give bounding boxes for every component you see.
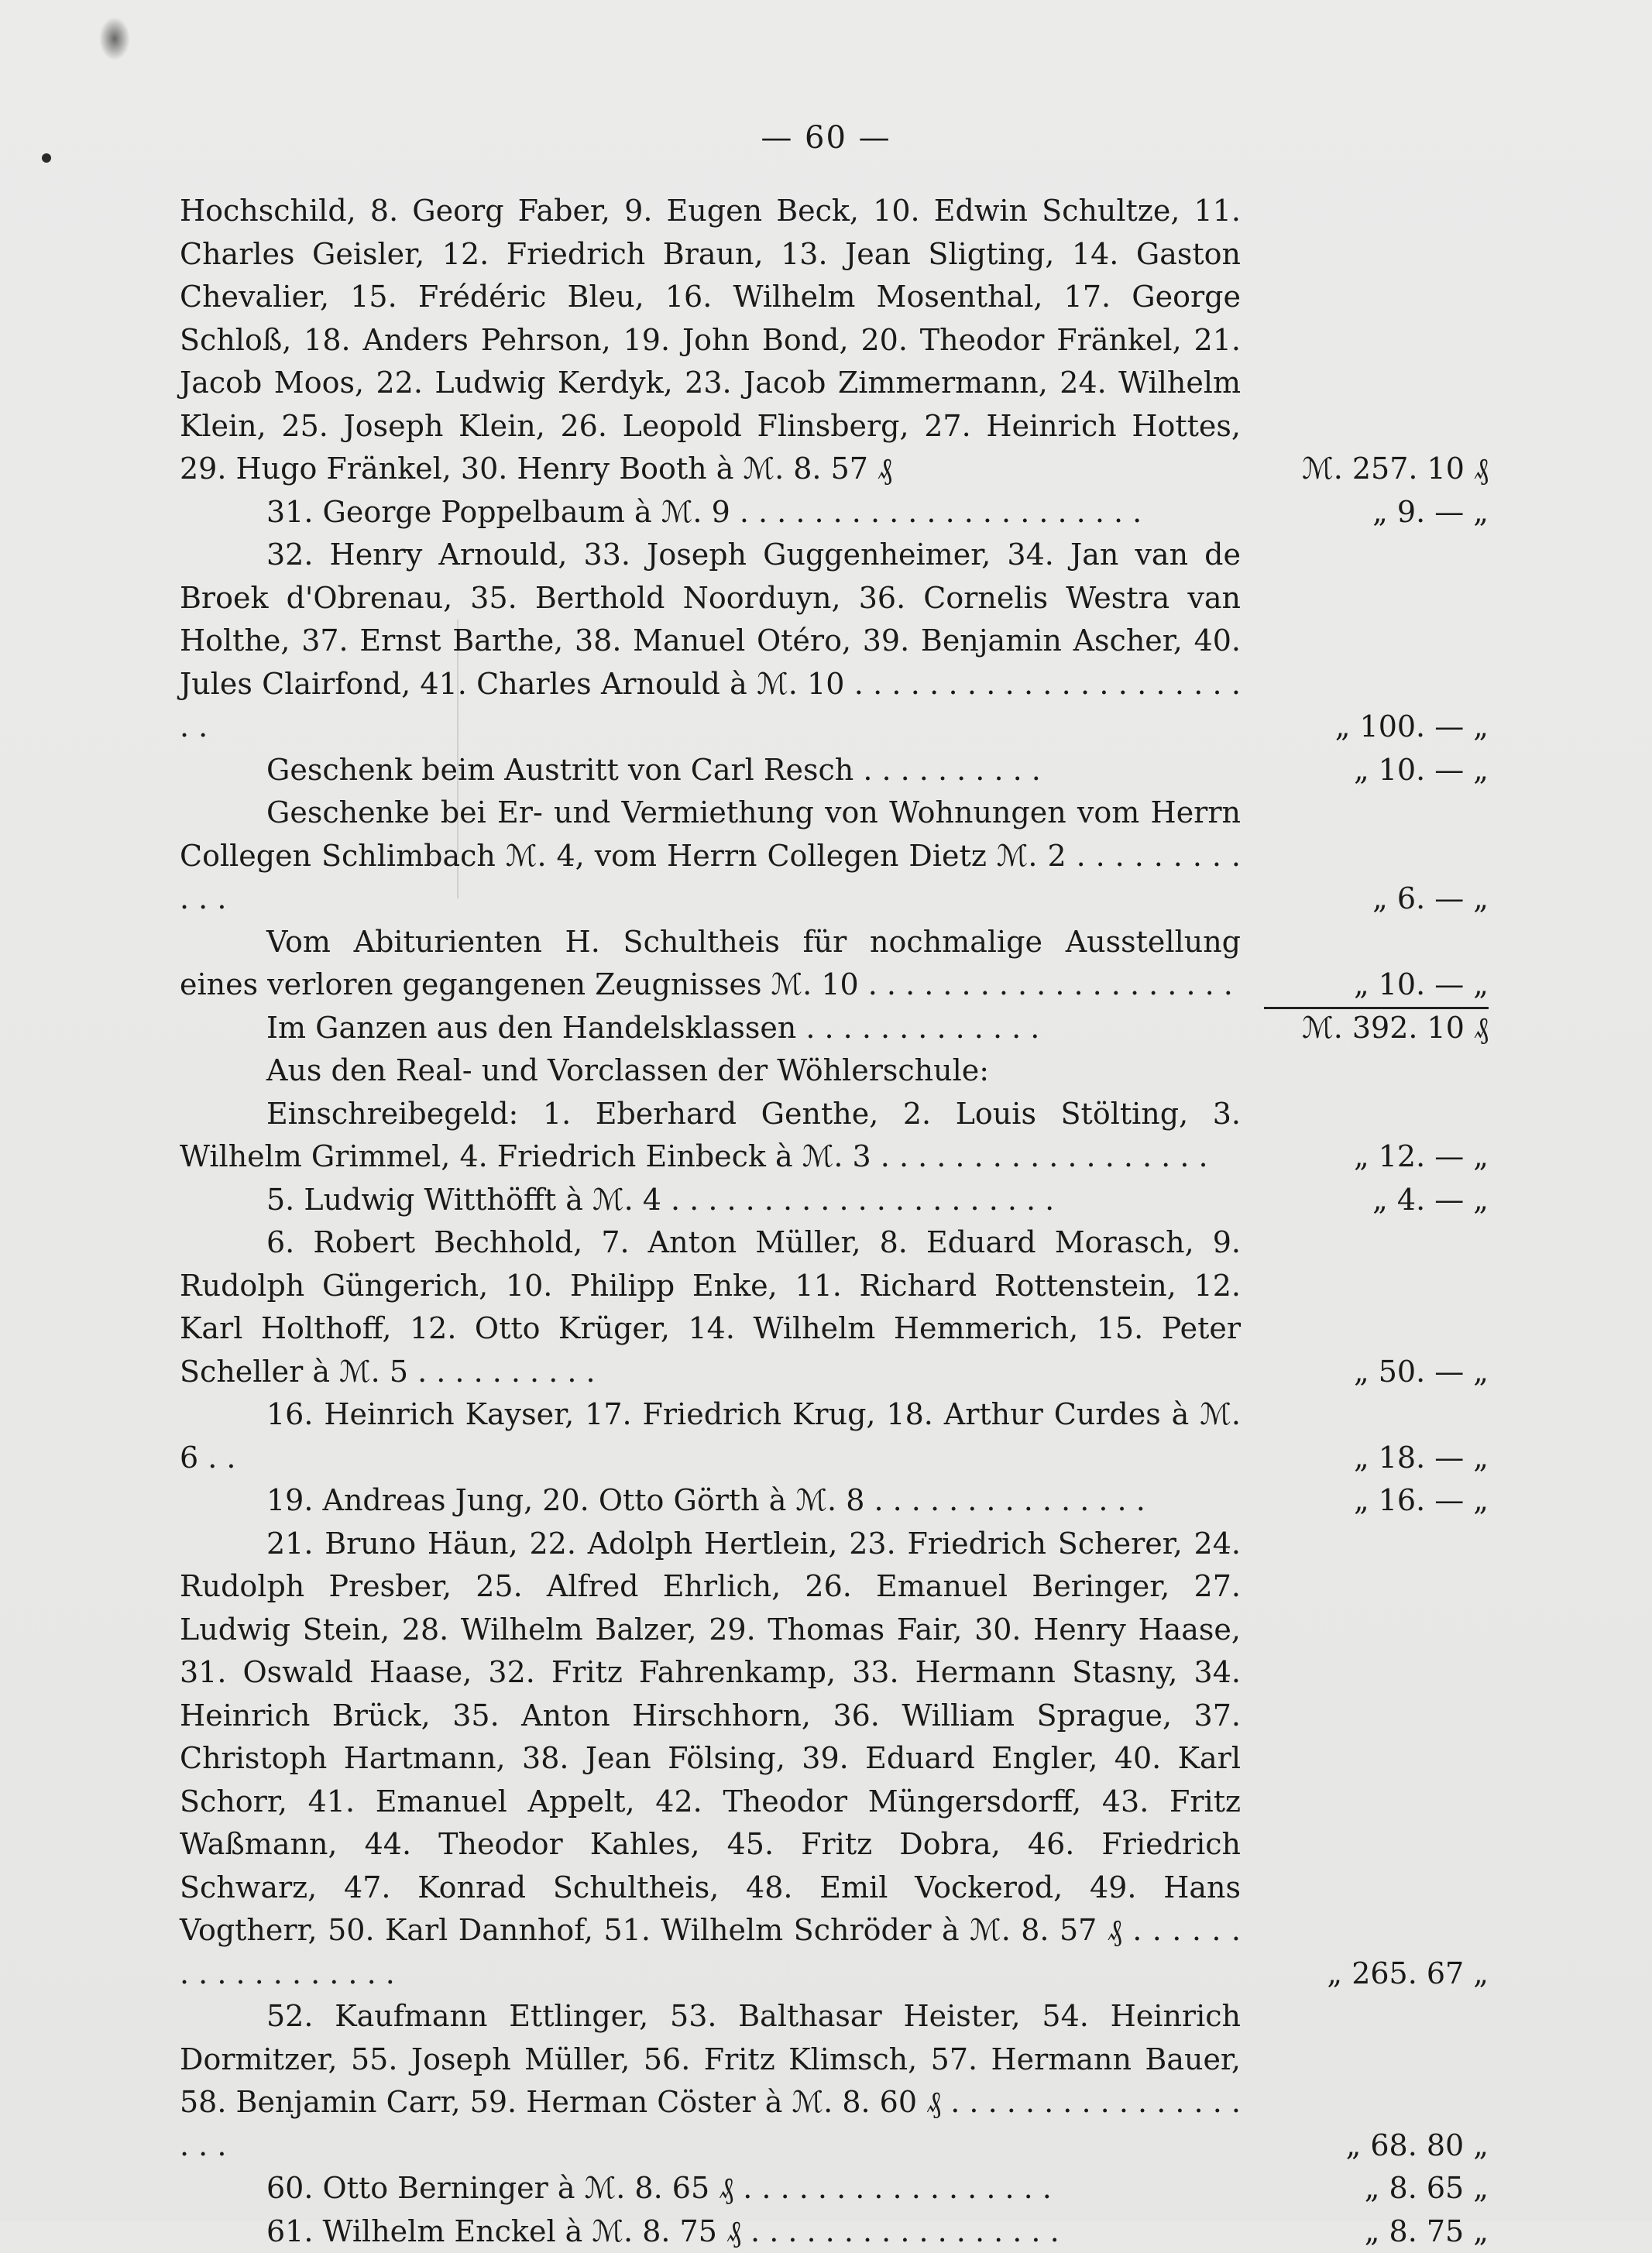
page-number: — 60 — — [0, 120, 1652, 156]
list-item — [180, 491, 1489, 534]
entry-text: Geschenke bei Er- und Vermiethung von Wohnungen vom Herrn Collegen Schlimbach ℳ. 4, vom Herrn Collegen Dietz ℳ. 2 . . . . . . . . . . . . — [180, 792, 1489, 921]
list-item — [180, 1179, 1489, 1222]
entry-amount: „ 9. — „ — [1372, 491, 1489, 534]
entry-text: Geschenk beim Austritt von Carl Resch . . . . . . . . . . — [180, 749, 1489, 792]
list-item — [180, 1995, 1489, 2167]
total-row — [180, 1007, 1489, 1050]
entry-text: 16. Heinrich Kayser, 17. Friedrich Krug, 18. Arthur Curdes à ℳ. 6 . . — [180, 1393, 1489, 1479]
entry-text: Hochschild, 8. Georg Faber, 9. Eugen Beck, 10. Edwin Schultze, 11. Charles Geisler, 12. Friedrich Braun, 13. Jean Sligting, 14. Gaston Chevalier, 15. Frédéric Bleu, 16. Wilhelm Mosenthal, 17. George Schloß, 18. Anders Pehrson, 19. John Bond, 20. Theodor Fränkel, 21. Jacob Moos, 22. Ludwig Kerdyk, 23. Jacob Zimmermann, 24. Wilhelm Klein, 25. Joseph Klein, 26. Leopold Flinsberg, 27. Heinrich Hottes, 29. Hugo Fränkel, 30. Henry Booth à ℳ. 8. 57 ₰ — [180, 190, 1489, 491]
total-rule — [1264, 1007, 1489, 1009]
entry-text: 6. Robert Bechhold, 7. Anton Müller, 8. Eduard Morasch, 9. Rudolph Güngerich, 10. Philipp Enke, 11. Richard Rottenstein, 12. Karl Holthoff, 12. Otto Krüger, 14. Wilhelm Hemmerich, 15. Peter Scheller à ℳ. 5 . . . . . . . . . . — [180, 1221, 1489, 1393]
total-amount: ℳ. 392. 10 ₰ — [1302, 1007, 1489, 1050]
entry-text: Einschreibegeld: 1. Eberhard Genthe, 2. Louis Stölting, 3. Wilhelm Grimmel, 4. Friedrich Einbeck à ℳ. 3 . . . . . . . . . . . . . . . . . . — [180, 1093, 1489, 1179]
entry-text: 61. Wilhelm Enckel à ℳ. 8. 75 ₰ . . . . . . . . . . . . . . . . . — [180, 2210, 1489, 2253]
entry-amount: „ 50. — „ — [1354, 1351, 1489, 1394]
list-item — [180, 1393, 1489, 1479]
list-item — [180, 534, 1489, 749]
entry-amount: „ 18. — „ — [1354, 1437, 1489, 1480]
entry-text: 19. Andreas Jung, 20. Otto Görth à ℳ. 8 . . . . . . . . . . . . . . . — [180, 1479, 1489, 1523]
entry-text: 5. Ludwig Witthöfft à ℳ. 4 . . . . . . . . . . . . . . . . . . . . . — [180, 1179, 1489, 1222]
entry-amount: „ 10. — „ — [1354, 749, 1489, 792]
list-item — [180, 2210, 1489, 2253]
entry-amount: „ 265. 67 „ — [1327, 1952, 1489, 1996]
entry-text: 32. Henry Arnould, 33. Joseph Guggenheimer, 34. Jan van de Broek d'Obrenau, 35. Berthold Noorduyn, 36. Cornelis Westra van Holthe, 37. Ernst Barthe, 38. Manuel Otéro, 39. Benjamin Ascher, 40. Jules Clairfond, 41. Charles Arnould à ℳ. 10 . . . . . . . . . . . . . . . . . . . . . . . — [180, 534, 1489, 749]
list-item — [180, 749, 1489, 792]
entry-amount: „ 12. — „ — [1354, 1135, 1489, 1179]
entry-amount: „ 100. — „ — [1335, 706, 1489, 749]
entry-text: 52. Kaufmann Ettlinger, 53. Balthasar Heister, 54. Heinrich Dormitzer, 55. Joseph Müller, 56. Fritz Klimsch, 57. Hermann Bauer, 58. Benjamin Carr, 59. Herman Cöster à ℳ. 8. 60 ₰ . . . . . . . . . . . . . . . . . . . — [180, 1995, 1489, 2167]
entry-amount: „ 6. — „ — [1372, 878, 1489, 921]
ink-smudge — [99, 17, 130, 60]
entry-amount: „ 10. — „ — [1354, 963, 1489, 1007]
entry-amount: „ 16. — „ — [1354, 1479, 1489, 1523]
list-item — [180, 792, 1489, 921]
list-item — [180, 190, 1489, 491]
list-item — [180, 2167, 1489, 2210]
list-item — [180, 1221, 1489, 1393]
entry-text: Im Ganzen aus den Handelsklassen . . . . . . . . . . . . . — [180, 1007, 1489, 1050]
ledger-text — [180, 190, 1489, 2253]
entry-amount: „ 68. 80 „ — [1346, 2124, 1489, 2168]
list-item — [180, 1093, 1489, 1179]
section-heading — [180, 1049, 1489, 1093]
list-item — [180, 1523, 1489, 1996]
entry-text: 21. Bruno Häun, 22. Adolph Hertlein, 23. Friedrich Scherer, 24. Rudolph Presber, 25. Alfred Ehrlich, 26. Emanuel Beringer, 27. Ludwig Stein, 28. Wilhelm Balzer, 29. Thomas Fair, 30. Henry Haase, 31. Oswald Haase, 32. Fritz Fahrenkamp, 33. Hermann Stasny, 34. Heinrich Brück, 35. Anton Hirschhorn, 36. William Sprague, 37. Christoph Hartmann, 38. Jean Fölsing, 39. Eduard Engler, 40. Karl Schorr, 41. Emanuel Appelt, 42. Theodor Müngersdorff, 43. Fritz Waßmann, 44. Theodor Kahles, 45. Fritz Dobra, 46. Friedrich Schwarz, 47. Konrad Schultheis, 48. Emil Vockerod, 49. Hans Vogtherr, 50. Karl Dannhof, 51. Wilhelm Schröder à ℳ. 8. 57 ₰ . . . . . . . . . . . . . . . . . . — [180, 1523, 1489, 1996]
entry-text: Vom Abiturienten H. Schultheis für nochmalige Ausstellung eines verloren gegangenen Zeugnisses ℳ. 10 . . . . . . . . . . . . . . . . . . . . — [180, 921, 1489, 1007]
entry-amount: „ 4. — „ — [1372, 1179, 1489, 1222]
entry-amount: „ 8. 75 „ — [1365, 2210, 1489, 2253]
list-item — [180, 921, 1489, 1007]
entry-text: 60. Otto Berninger à ℳ. 8. 65 ₰ . . . . . . . . . . . . . . . . . — [180, 2167, 1489, 2210]
entry-amount: „ 8. 65 „ — [1365, 2167, 1489, 2210]
entry-amount: ℳ. 257. 10 ₰ — [1302, 448, 1489, 491]
entry-text: Aus den Real- und Vorclassen der Wöhlerschule: — [180, 1049, 1489, 1093]
entry-text: 31. George Poppelbaum à ℳ. 9 . . . . . . . . . . . . . . . . . . . . . . — [180, 491, 1489, 534]
list-item — [180, 1479, 1489, 1523]
